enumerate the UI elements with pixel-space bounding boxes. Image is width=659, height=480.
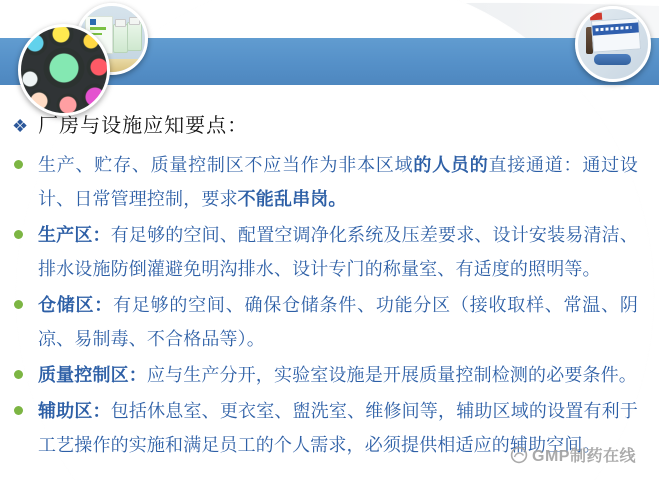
- bullet-text: 辅助区：包括休息室、更衣室、盥洗室、维修间等，辅助区域的设置有利于工艺操作的实施和满足员工的个人需求，必须提供相适应的辅助空间。: [38, 401, 638, 455]
- bullet-text: 生产区：有足够的空间、配置空调净化系统及压差要求、设计安装易清洁、排水设施防倒灌避免明沟排水、设计专门的称量室、有适度的照明等。: [38, 225, 638, 279]
- pills-photo: [18, 24, 110, 116]
- slide-title-row: [12, 112, 248, 140]
- bullet-dot-icon: [14, 370, 23, 379]
- watermark: [510, 443, 636, 466]
- bullet-dot-icon: [14, 230, 23, 239]
- bullet-item: [14, 148, 644, 216]
- slide-title: 厂房与设施应知要点：: [38, 115, 249, 137]
- bullet-text: 生产、贮存、质量控制区不应当作为非本区域的人员的直接通道：通过设计、日常管理控制，要求不能乱串岗。: [38, 155, 639, 209]
- bullet-dot-icon: [14, 300, 23, 309]
- vial-icon: [113, 24, 128, 53]
- bullet-text: 仓储区：有足够的空间、确保仓储条件、功能分区（接收取样、常温、阴凉、易制毒、不合格品等）。: [38, 295, 638, 349]
- bullet-text: 质量控制区：应与生产分开，实验室设施是开展质量控制检测的必要条件。: [38, 365, 637, 385]
- tube-icon: [594, 54, 631, 65]
- vial-icon: [127, 22, 142, 51]
- swirl-logo-icon: [510, 446, 528, 464]
- diamond-bullet-icon: ❖: [12, 116, 29, 136]
- bullet-list: [14, 148, 644, 464]
- bullet-dot-icon: [14, 406, 23, 415]
- bullet-item: [14, 288, 644, 356]
- medicine-package-photo: [575, 6, 651, 82]
- bullet-item: [14, 358, 644, 392]
- package-box-icon: [591, 17, 641, 52]
- bullet-item: [14, 218, 644, 286]
- watermark-text: GMP制药在线: [532, 448, 636, 465]
- red-label-icon: [590, 13, 602, 21]
- bullet-dot-icon: [14, 160, 23, 169]
